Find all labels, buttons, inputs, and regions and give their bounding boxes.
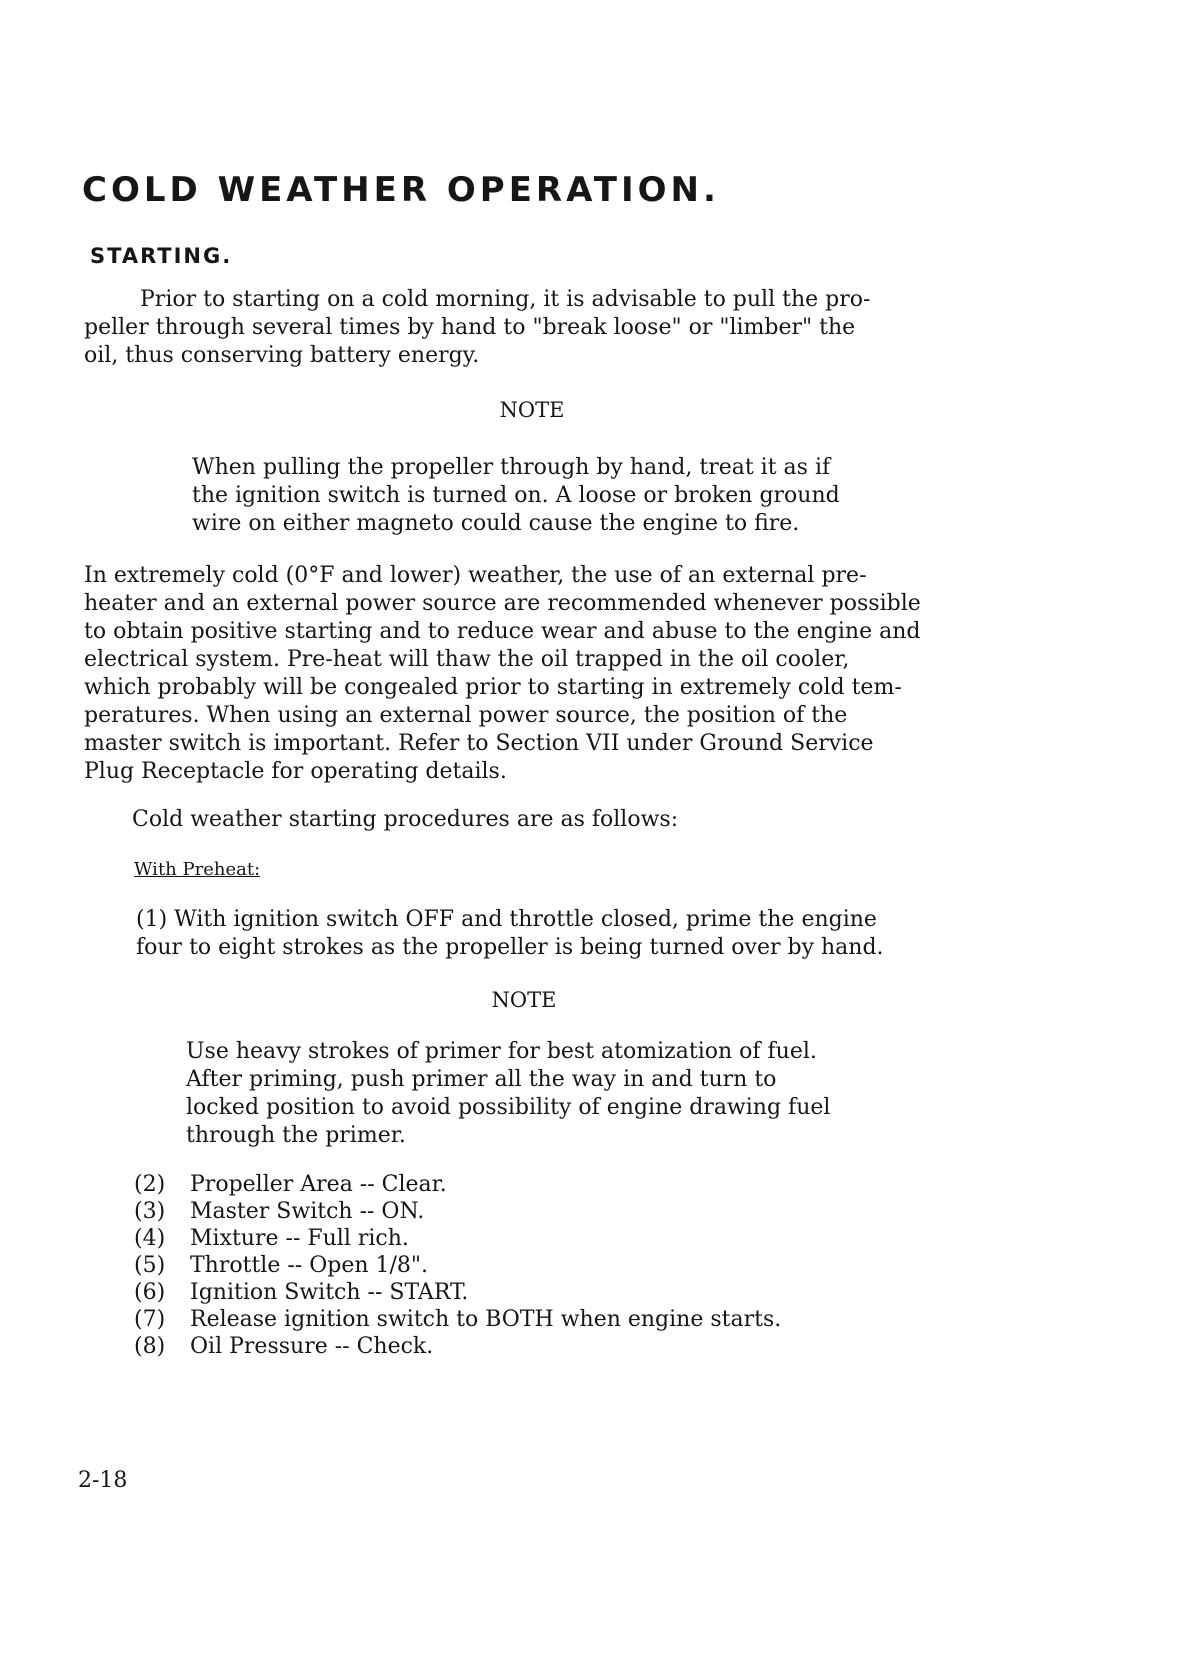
step-text: Master Switch -- ON. [190, 1199, 425, 1224]
list-item [134, 1226, 409, 1251]
step-number: (2) [134, 1172, 166, 1197]
step-text: Propeller Area -- Clear. [190, 1172, 447, 1197]
text-line: Plug Receptacle for operating details. [84, 759, 507, 784]
procedures-intro: Cold weather starting procedures are as follows: [132, 807, 679, 832]
step-text: Mixture -- Full rich. [190, 1226, 409, 1251]
step-text: Ignition Switch -- START. [190, 1280, 469, 1305]
text-line: peratures. When using an external power source, the position of the [84, 703, 848, 728]
step-number: (5) [134, 1253, 166, 1278]
text-line: electrical system. Pre-heat will thaw the oil trapped in the oil cooler, [84, 647, 850, 672]
text-line: which probably will be congealed prior to starting in extremely cold tem- [84, 675, 902, 700]
text-line: to obtain positive starting and to reduce wear and abuse to the engine and [84, 619, 921, 644]
note-label: NOTE [499, 398, 565, 422]
step-number: (3) [134, 1199, 166, 1224]
text-line: (1) With ignition switch OFF and throttle closed, prime the engine [136, 907, 877, 932]
section-heading: COLD WEATHER OPERATION. [82, 170, 720, 210]
note-label: NOTE [491, 988, 557, 1012]
step-number: (7) [134, 1307, 166, 1332]
text-line: four to eight strokes as the propeller is being turned over by hand. [136, 935, 884, 960]
step-number: (4) [134, 1226, 166, 1251]
text-line: heater and an external power source are recommended whenever possible [84, 591, 921, 616]
step-text: Throttle -- Open 1/8". [190, 1253, 429, 1278]
text-line: After priming, push primer all the way in and turn to [186, 1067, 777, 1092]
list-item [134, 1253, 428, 1278]
page-number: 2-18 [78, 1468, 128, 1493]
intro-paragraph [84, 286, 870, 370]
step-text: Oil Pressure -- Check. [190, 1334, 434, 1359]
preheat-label: With Preheat: [134, 859, 261, 880]
text-line: through the primer. [186, 1123, 406, 1148]
list-item [134, 1307, 781, 1332]
list-item [134, 1280, 468, 1305]
text-line: locked position to avoid possibility of engine drawing fuel [186, 1095, 831, 1120]
step-number: (6) [134, 1280, 166, 1305]
note-paragraph [192, 454, 840, 538]
step-1 [136, 906, 884, 962]
text-line: When pulling the propeller through by hand, treat it as if [192, 455, 831, 480]
text-line: Use heavy strokes of primer for best atomization of fuel. [186, 1039, 817, 1064]
text-line: oil, thus conserving battery energy. [84, 343, 480, 368]
text-line: Prior to starting on a cold morning, it is advisable to pull the pro- [140, 287, 871, 312]
step-number: (8) [134, 1334, 166, 1359]
step-text: Release ignition switch to BOTH when engine starts. [190, 1307, 782, 1332]
text-line: master switch is important. Refer to Section VII under Ground Service [84, 731, 874, 756]
text-line: the ignition switch is turned on. A loose or broken ground [192, 483, 840, 508]
list-item [134, 1172, 447, 1197]
list-item [134, 1334, 433, 1359]
text-line: wire on either magneto could cause the engine to fire. [192, 511, 800, 536]
note-paragraph [186, 1038, 830, 1150]
cold-weather-paragraph [84, 562, 921, 786]
subsection-heading: STARTING. [90, 244, 233, 268]
text-line: peller through several times by hand to "break loose" or "limber" the [84, 315, 856, 340]
text-line: In extremely cold (0°F and lower) weather, the use of an external pre- [84, 563, 867, 588]
list-item [134, 1199, 424, 1224]
